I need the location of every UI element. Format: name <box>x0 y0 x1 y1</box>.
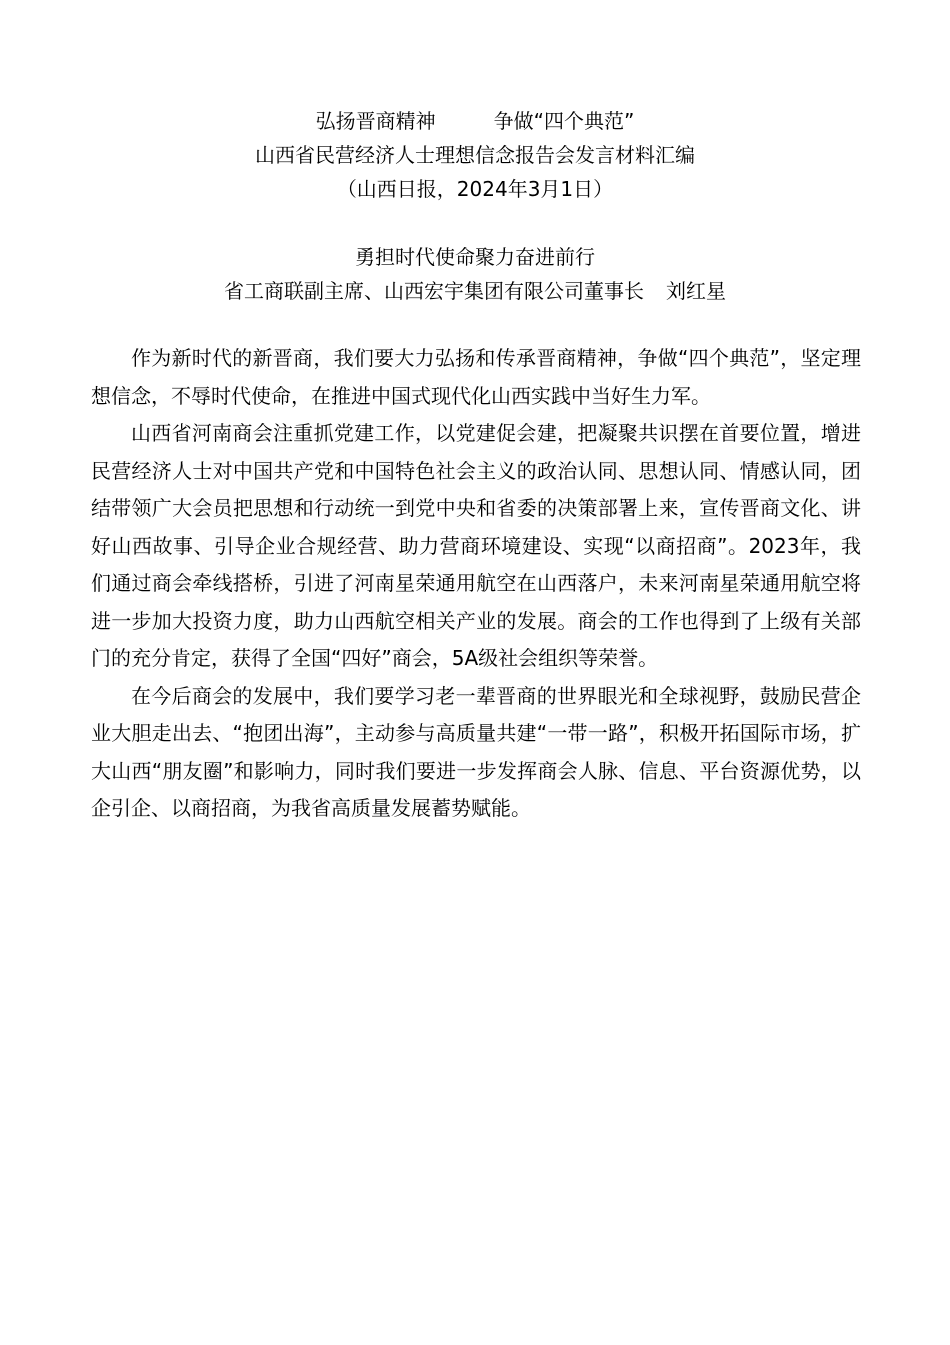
document-title-part1: 弘扬晋商精神 <box>315 109 436 133</box>
article-title: 勇担时代使命聚力奋进前行 <box>355 245 595 269</box>
article-paragraph: 山西省河南商会注重抓党建工作，以党建促会建，把凝聚共识摆在首要位置，增进民营经济人士对中国共产党和中国特色社会主义的政治认同、思想认同、情感认同，团结带领广大会员把思想和行动统一到党中央和省委的决策部署上来，宣传晋商文化、讲好山西故事、引导企业合规经营、助力营商环境建设、实现“以商招商”。2023年，我们通过商会牵线搭桥，引进了河南星荣通用航空在山西落户，未来河南星荣通用航空将进一步加大投资力度，助力山西航空相关产业的发展。商会的工作也得到了上级有关部门的充分肯定，获得了全国“四好”商会，5A级社会组织等荣誉。 <box>91 421 861 670</box>
document-title-part2: 争做“四个典范” <box>493 109 635 133</box>
document-source: （山西日报，2024年3月1日） <box>336 177 614 201</box>
document-subtitle: 山西省民营经济人士理想信念报告会发言材料汇编 <box>255 143 695 167</box>
document-header <box>0 104 950 206</box>
article-paragraph: 在今后商会的发展中，我们要学习老一辈晋商的世界眼光和全球视野，鼓励民营企业大胆走出去、“抱团出海”，主动参与高质量共建“一带一路”，积极开拓国际市场，扩大山西“朋友圈”和影响力，同时我们要进一步发挥商会人脉、信息、平台资源优势，以企引企、以商招商，为我省高质量发展蓄势赋能。 <box>91 683 861 820</box>
article-paragraph: 作为新时代的新晋商，我们要大力弘扬和传承晋商精神，争做“四个典范”，坚定理想信念，不辱时代使命，在推进中国式现代化山西实践中当好生力军。 <box>91 346 861 408</box>
article-byline <box>0 274 950 308</box>
article-header <box>0 240 950 308</box>
article-body <box>91 340 861 828</box>
author-position: 省工商联副主席、山西宏宇集团有限公司董事长 <box>224 279 644 303</box>
author-name: 刘红星 <box>666 279 726 303</box>
document-title <box>0 104 950 138</box>
